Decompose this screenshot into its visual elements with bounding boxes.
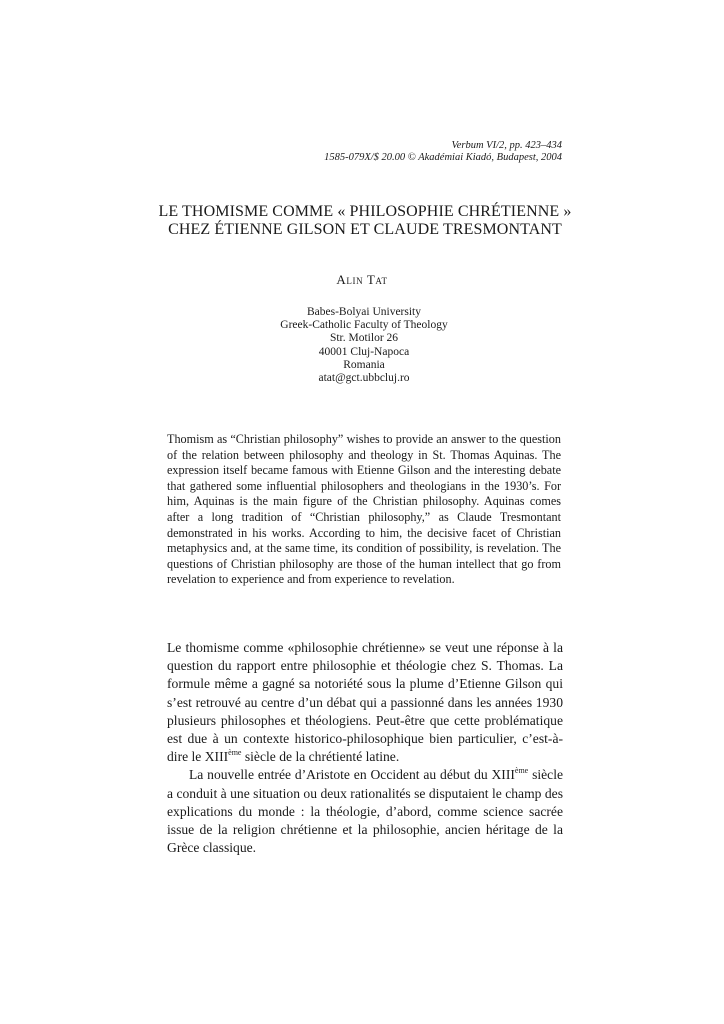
superscript: ème bbox=[514, 766, 529, 776]
affiliation-email: atat@gct.ubbcluj.ro bbox=[318, 372, 410, 385]
article-title-line-2: CHEZ ÉTIENNE GILSON ET CLAUDE TRESMONTANT bbox=[168, 221, 562, 238]
affiliation-city: 40001 Cluj-Napoca bbox=[318, 345, 410, 358]
article-title-line-1: LE THOMISME COMME « PHILOSOPHIE CHRÉTIENNE » bbox=[158, 203, 572, 220]
author-affiliation bbox=[0, 306, 724, 385]
journal-header bbox=[324, 140, 562, 164]
journal-citation: Verbum VI/2, pp. 423–434 bbox=[451, 140, 562, 151]
superscript: ème bbox=[228, 748, 242, 758]
body-paragraph-1-text: Le thomisme comme «philosophie chrétienne» se veut une réponse à la question du rapport entre philosophie et théologie chez S. Thomas. La formule même a gagné sa notoriété sous la plume d’Etienne Gilson qui s’est retrouvé au centre d’un débat qui a passionné dans les années 1930 plusieurs philosophes et théologiens. Peut-être que cette problématique est due à un contexte historico-philosophique bien particulier, c’est-à-dire le XIII bbox=[167, 640, 563, 765]
journal-copyright: 1585-079X/$ 20.00 © Akadémiai Kiadó, Budapest, 2004 bbox=[324, 152, 562, 163]
body-paragraph-2-text-end: siècle a conduit à une situation ou deux rationalités se disputaient le champ des explications du monde : la théologie, d’abord, comme science sacrée issue de la religion chrétienne et la philosophie, ancien héritage de la Grèce classique. bbox=[167, 767, 564, 856]
body-paragraph-2-text: La nouvelle entrée d’Aristote en Occident au début du XIII bbox=[189, 767, 515, 783]
body-text bbox=[167, 639, 563, 857]
abstract: Thomism as “Christian philosophy” wishes to provide an answer to the question of the relation between philosophy and theology in St. Thomas Aquinas. The expression itself became famous with Etienne Gilson and the interesting debate that gathered some influential philosophers and theologians in the 1930’s. For him, Aquinas is the main figure of the Christian philosophy. Aquinas comes after a long tradition of “Christian philosophy,” as Claude Tresmontant demonstrated in his works. According to him, the decisive facet of Christian metaphysics and, at the same time, its condition of possibility, is revelation. The questions of Christian philosophy are those of the human intellect that go from revelation to experience and from experience to revelation. bbox=[167, 432, 561, 587]
article-title bbox=[120, 203, 610, 239]
body-paragraph-2 bbox=[167, 766, 563, 857]
affiliation-faculty: Greek-Catholic Faculty of Theology bbox=[280, 319, 448, 332]
affiliation-university: Babes-Bolyai University bbox=[306, 306, 422, 318]
affiliation-country: Romania bbox=[343, 358, 385, 371]
body-paragraph-1-text-end: siècle de la chrétienté latine. bbox=[241, 749, 400, 765]
body-paragraph-1 bbox=[167, 639, 563, 766]
affiliation-street: Str. Motilor 26 bbox=[329, 332, 399, 345]
author-name: Alin Tat bbox=[336, 272, 388, 287]
